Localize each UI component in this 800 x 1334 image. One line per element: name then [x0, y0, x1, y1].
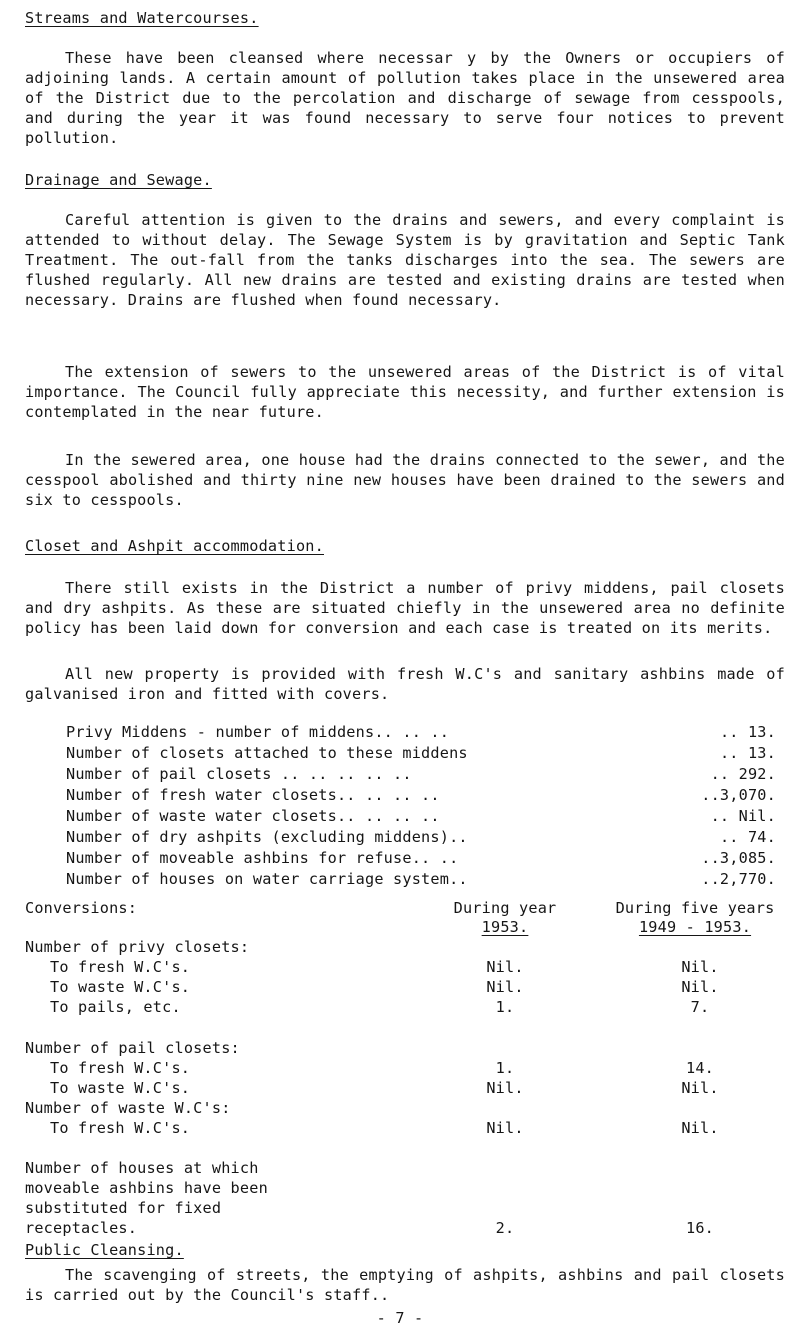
summary-row — [66, 785, 776, 806]
summary-label: Number of pail closets .. .. .. .. .. — [66, 765, 412, 783]
summary-label: Number of closets attached to these middens — [66, 744, 468, 762]
cell-year: Nil. — [486, 1079, 524, 1097]
summary-label: Privy Middens - number of middens.. .. .. — [66, 723, 450, 741]
heading-drainage: Drainage and Sewage. — [25, 171, 212, 189]
summary-label: Number of houses on water carriage system.. — [66, 870, 468, 888]
row-label: To pails, etc. — [50, 998, 181, 1016]
conversions-title: Conversions: — [25, 899, 138, 917]
col-sub-five: 1949 - 1953. — [638, 918, 752, 936]
cell-five: Nil. — [681, 1119, 719, 1137]
summary-value: .. 292. — [710, 765, 776, 783]
col-sub-year: 1953. — [481, 918, 529, 936]
cell-five: 14. — [685, 1059, 715, 1077]
heading-closets: Closet and Ashpit accommodation. — [25, 537, 324, 555]
paragraph-public-cleansing: The scavenging of streets, the emptying of ashpits, ashbins and pail closets is carried out by the Council's staff.. — [25, 1266, 785, 1304]
summary-row — [66, 743, 776, 764]
summary-row — [66, 869, 776, 890]
cell-year: Nil. — [486, 1119, 524, 1137]
row-label: To waste W.C's. — [50, 1079, 191, 1097]
cell-year: 1. — [495, 1059, 515, 1077]
waste-wc-head: Number of waste W.C's: — [25, 1099, 231, 1117]
summary-label: Number of moveable ashbins for refuse.. .. — [66, 849, 459, 867]
summary-row — [66, 764, 776, 785]
cell-five: Nil. — [681, 958, 719, 976]
houses-line: receptacles. — [25, 1219, 138, 1237]
cell-five: 16. — [685, 1219, 715, 1237]
cell-year: Nil. — [486, 978, 524, 996]
cell-year: Nil. — [486, 958, 524, 976]
houses-line: substituted for fixed — [25, 1199, 222, 1217]
paragraph-drainage-1: Careful attention is given to the drains and sewers, and every complaint is attended to without delay. The Sewage System is by gravitation and Septic Tank Treatment. The out-fall from the tanks discharges into the sea. The sewers are flushed regularly. All new drains are tested and existing drains are tested when necessary. Drains are flushed when found necessary. — [25, 211, 785, 309]
summary-value: ..3,085. — [701, 849, 776, 867]
row-label: To fresh W.C's. — [50, 1119, 191, 1137]
heading-public-cleansing: Public Cleansing. — [25, 1241, 184, 1259]
summary-value: .. 74. — [719, 828, 776, 846]
col-head-five: During five years — [615, 899, 775, 917]
summary-list — [66, 722, 776, 890]
cell-five: Nil. — [681, 1079, 719, 1097]
summary-row — [66, 827, 776, 848]
cell-five: 7. — [690, 998, 710, 1016]
row-label: To fresh W.C's. — [50, 958, 191, 976]
heading-streams: Streams and Watercourses. — [25, 9, 259, 27]
summary-label: Number of fresh water closets.. .. .. .. — [66, 786, 440, 804]
summary-label: Number of waste water closets.. .. .. .. — [66, 807, 440, 825]
summary-value: .. 13. — [719, 723, 776, 741]
summary-value: ..2,770. — [701, 870, 776, 888]
row-label: To waste W.C's. — [50, 978, 191, 996]
summary-row — [66, 848, 776, 869]
houses-line: moveable ashbins have been — [25, 1179, 268, 1197]
pail-closets-head: Number of pail closets: — [25, 1039, 240, 1057]
paragraph-closets-1: There still exists in the District a number of privy middens, pail closets and dry ashpits. As these are situated chiefly in the unsewered area no definite policy has been laid down for conversion and each case is treated on its merits. — [25, 579, 785, 637]
houses-line: Number of houses at which — [25, 1159, 259, 1177]
summary-value: .. 13. — [719, 744, 776, 762]
col-head-year: During year — [453, 899, 557, 917]
paragraph-closets-2: All new property is provided with fresh W.C's and sanitary ashbins made of galvanised iron and fitted with covers. — [25, 665, 785, 703]
paragraph-streams: These have been cleansed where necessar y by the Owners or occupiers of adjoining lands. A certain amount of pollution takes place in the unsewered area of the District due to the percolation and discharge of sewage from cesspools, and during the year it was found necessary to serve four notices to prevent pollution. — [25, 49, 785, 147]
paragraph-drainage-3: In the sewered area, one house had the drains connected to the sewer, and the cesspool abolished and thirty nine new houses have been drained to the sewers and six to cesspools. — [25, 451, 785, 509]
cell-year: 2. — [495, 1219, 515, 1237]
summary-value: ..3,070. — [701, 786, 776, 804]
row-label: To fresh W.C's. — [50, 1059, 191, 1077]
summary-row — [66, 806, 776, 827]
page-number: - 7 - — [376, 1309, 424, 1327]
summary-value: .. Nil. — [710, 807, 776, 825]
cell-five: Nil. — [681, 978, 719, 996]
cell-year: 1. — [495, 998, 515, 1016]
summary-label: Number of dry ashpits (excluding middens).. — [66, 828, 468, 846]
summary-row — [66, 722, 776, 743]
privy-closets-head: Number of privy closets: — [25, 938, 250, 956]
paragraph-drainage-2: The extension of sewers to the unsewered areas of the District is of vital importance. The Council fully appreciate this necessity, and further extension is contemplated in the near future. — [25, 363, 785, 421]
